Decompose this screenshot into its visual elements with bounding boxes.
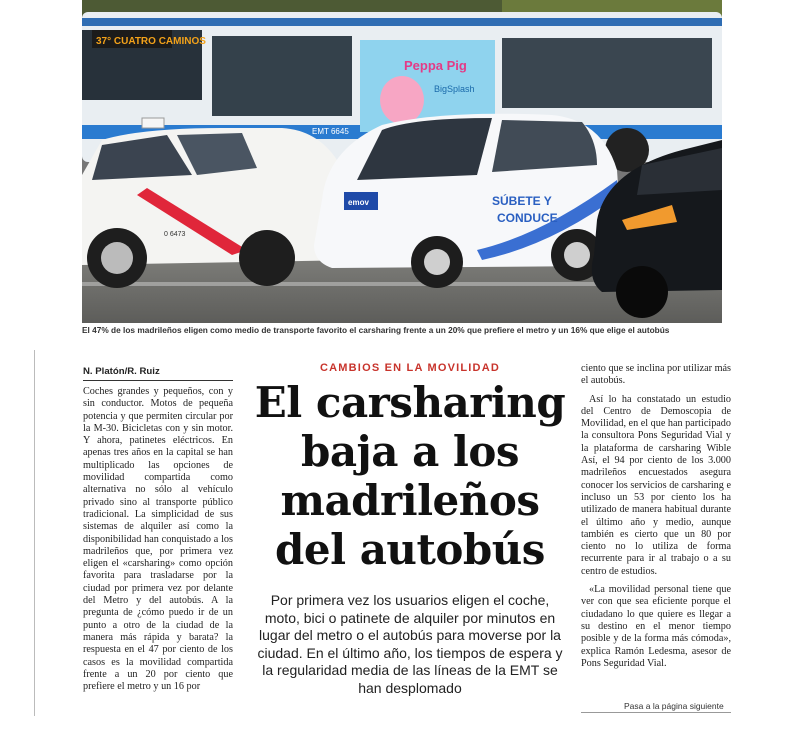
article-lead: Por primera vez los usuarios eligen el coche, moto, bici o patinete de alquiler por minutos en lugar del metro o el autobús para moverse por la ciudad. En el último año, los tiempos de espera y la regularidad media de las líneas de la EMT se han desplomado	[257, 592, 563, 696]
section-kicker: CAMBIOS EN LA MOVILIDAD	[320, 362, 500, 374]
bus-route-sign: 37° CUATRO CAMINOS	[96, 36, 206, 47]
paragraph: «La movilidad personal tiene que ver con que sea eficiente porque el ciudadano lo que quiere es llegar a su destino en el menor tiempo posible y de la forma más cómoda», explica Ramón Ledesma, asesor de Pons Seguridad Vial.	[581, 584, 731, 669]
car-text-line2: CONDUCE	[497, 211, 558, 225]
bus-ad-title: Peppa Pig	[404, 58, 467, 73]
taxi-number: 0 6473	[164, 231, 186, 238]
headline-line: El carsharing	[254, 378, 566, 427]
smart-car	[314, 114, 622, 288]
bus-number: EMT 6645	[312, 127, 349, 136]
continued-link[interactable]: Pasa a la página siguiente	[624, 701, 724, 711]
bottom-rule	[581, 712, 731, 713]
car-logo: emov	[348, 198, 369, 207]
headline	[250, 378, 570, 574]
article-photo	[82, 0, 722, 323]
paragraph: ciento que se inclina por utilizar más el autobús.	[581, 363, 731, 387]
headline-line: madrileños	[280, 476, 540, 525]
headline-line: del autobús	[275, 525, 545, 574]
article-body-right	[581, 363, 731, 670]
margin-rule	[34, 350, 35, 716]
article-body-left: Coches grandes y pequeños, con y sin conductor. Motos de pequeña potencia y que permiten circular por la M-30. Bicicletas con y sin motor. Y ahora, patinetes eléctricos. En apenas tres años en la capital se han multiplicado las opciones de movilidad compartida como alternativa no sólo al vehículo privado sino al transporte público tradicional. La simplicidad de sus sistemas de alquiler así como la disponibilidad han conquistado a los madrileños que, por primera vez eligen el «carsharing» como opción favorita para trasladarse por la ciudad por primera vez por delante del Metro y del autobús. A la pregunta de ¿cómo puedo ir de un punto a otro de la ciudad de la manera más rápida y barata? la respuesta en el 47 por ciento de los casos es la movilidad compartida frente a un 20 por ciento que prefiere el metro y un 16 por	[83, 386, 233, 693]
car-text-line1: SÚBETE Y	[492, 194, 552, 208]
byline-divider	[83, 380, 233, 381]
headline-line: baja a los	[300, 427, 520, 476]
bus-ad-sub: BigSplash	[434, 84, 475, 94]
photo-illustration	[82, 0, 722, 323]
byline: N. Platón/R. Ruiz	[83, 366, 160, 377]
paragraph: Así lo ha constatado un estudio del Centro de Demoscopia de Movilidad, en el que han participado la consultora Pons Seguridad Vial y la plataforma de carsharing Wible Así, el 94 por ciento de los 3.000 madrileños encuestados asegura conocer los servicios de carsharing e incluso un 53 por ciento los ha utilizado de manera habitual durante el último año y medio, aunque también es cierto que un 80 por ciento no lo utiliza de forma recurrente para ir al trabajo o a su centro de estudios.	[581, 393, 731, 577]
photo-caption: El 47% de los madrileños eligen como medio de transporte favorito el carsharing frente a un 20% que prefiere el metro y un 16% que elige el autobús	[82, 325, 670, 335]
